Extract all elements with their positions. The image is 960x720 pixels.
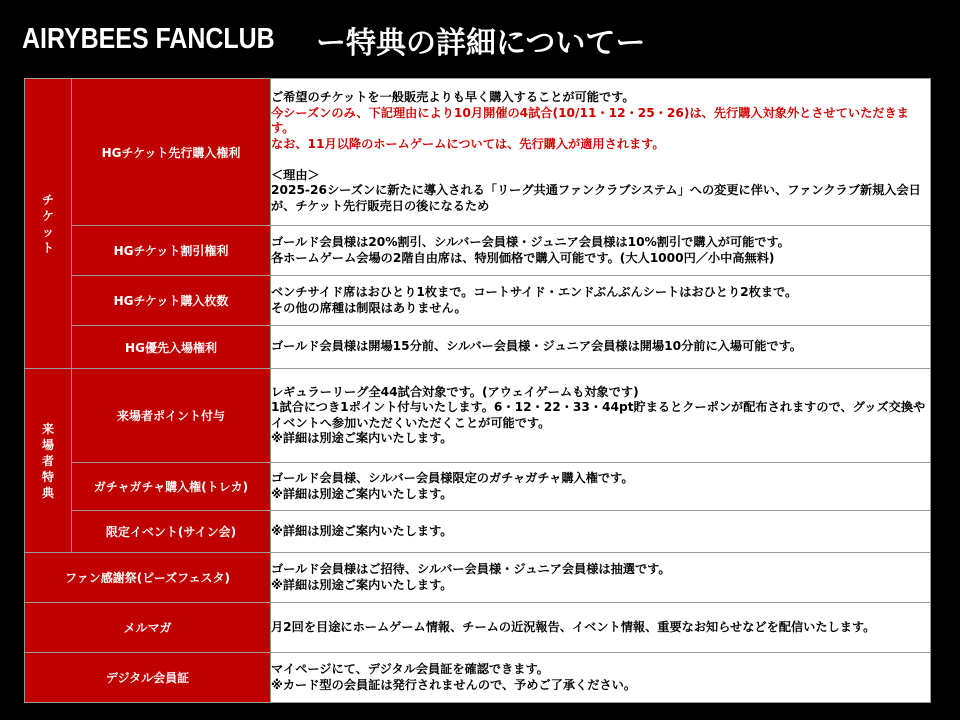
row-desc-fan-fest: ゴールド会員様はご招待、シルバー会員様・ジュニア会員様は抽選です。 ※詳細は別途ご案内いたします。: [271, 553, 931, 603]
presale-november-note: なお、11月以降のホームゲームについては、先行購入が適用されます。: [271, 136, 665, 151]
row-desc-mailmag: 月2回を目途にホームゲーム情報、チームの近況報告、イベント情報、重要なお知らせなどを配信いたします。: [271, 603, 931, 653]
table-row: [25, 369, 931, 463]
brand-logo-text: AIRYBEES FANCLUB: [22, 22, 275, 55]
row-label-digital-card: デジタル会員証: [25, 653, 271, 703]
row-label-event: 限定イベント(サイン会): [72, 511, 271, 553]
benefits-table: [24, 78, 931, 703]
table-row: [25, 653, 931, 703]
row-label-fan-fest: ファン感謝祭(ビーズフェスタ): [25, 553, 271, 603]
table-row: [25, 326, 931, 369]
row-desc-digital-card: マイページにて、デジタル会員証を確認できます。 ※カード型の会員証は発行されませんので、予めご了承ください。: [271, 653, 931, 703]
row-desc-hg-discount: ゴールド会員様は20%割引、シルバー会員様・ジュニア会員様は10%割引で購入が可能です。 各ホームゲーム会場の2階自由席は、特別価格で購入可能です。(大人1000円／小中高無料): [271, 226, 931, 276]
row-desc-gacha: ゴールド会員様、シルバー会員様限定のガチャガチャ購入権です。 ※詳細は別途ご案内いたします。: [271, 463, 931, 511]
table-row: [25, 463, 931, 511]
table-row: [25, 553, 931, 603]
row-desc-hg-limit: ベンチサイド席はおひとり1枚まで。コートサイド・エンドぶんぶんシートはおひとり2枚まで。 その他の席種は制限はありません。: [271, 276, 931, 326]
page-title: ー特典の詳細についてー: [316, 26, 646, 61]
row-label-mailmag: メルマガ: [25, 603, 271, 653]
table-row: [25, 276, 931, 326]
row-desc-event: ※詳細は別途ご案内いたします。: [271, 511, 931, 553]
category-visitor: 来場者特典: [25, 369, 72, 553]
row-label-hg-presale: HGチケット先行購入権利: [72, 79, 271, 226]
row-desc-hg-presale: ご希望のチケットを一般販売よりも早く購入することが可能です。 今シーズンのみ、下記理由により10月開催の4試合(10/11・12・25・26)は、先行購入対象外とさせていただきます。 なお、11月以降のホームゲームについては、先行購入が適用されます。 ＜理由＞ 2025-26シーズンに新たに導入される「リーグ共通ファンクラブシステム」への変更に伴い、ファンクラブ新規入会日が、チケット先行販売日の後になるため: [271, 79, 931, 226]
page-header: [0, 0, 960, 78]
row-desc-points: レギュラーリーグ全44試合対象です。(アウェイゲームも対象です) 1試合につき1ポイント付与いたします。6・12・22・33・44pt貯まるとクーポンが配布されますので、グッズ交換やイベントへ参加いただくいただくことが可能です。 ※詳細は別途ご案内いたします。: [271, 369, 931, 463]
row-label-hg-limit: HGチケット購入枚数: [72, 276, 271, 326]
row-label-hg-entry: HG優先入場権利: [72, 326, 271, 369]
table-row: [25, 603, 931, 653]
row-label-hg-discount: HGチケット割引権利: [72, 226, 271, 276]
category-ticket: チケット: [25, 79, 72, 369]
table-row: [25, 79, 931, 226]
row-label-points: 来場者ポイント付与: [72, 369, 271, 463]
table-row: [25, 511, 931, 553]
table-row: [25, 226, 931, 276]
row-label-gacha: ガチャガチャ購入権(トレカ): [72, 463, 271, 511]
presale-exception-note: 今シーズンのみ、下記理由により10月開催の4試合(10/11・12・25・26)は、先行購入対象外とさせていただきます。: [271, 105, 909, 135]
row-desc-hg-entry: ゴールド会員様は開場15分前、シルバー会員様・ジュニア会員様は開場10分前に入場可能です。: [271, 326, 931, 369]
